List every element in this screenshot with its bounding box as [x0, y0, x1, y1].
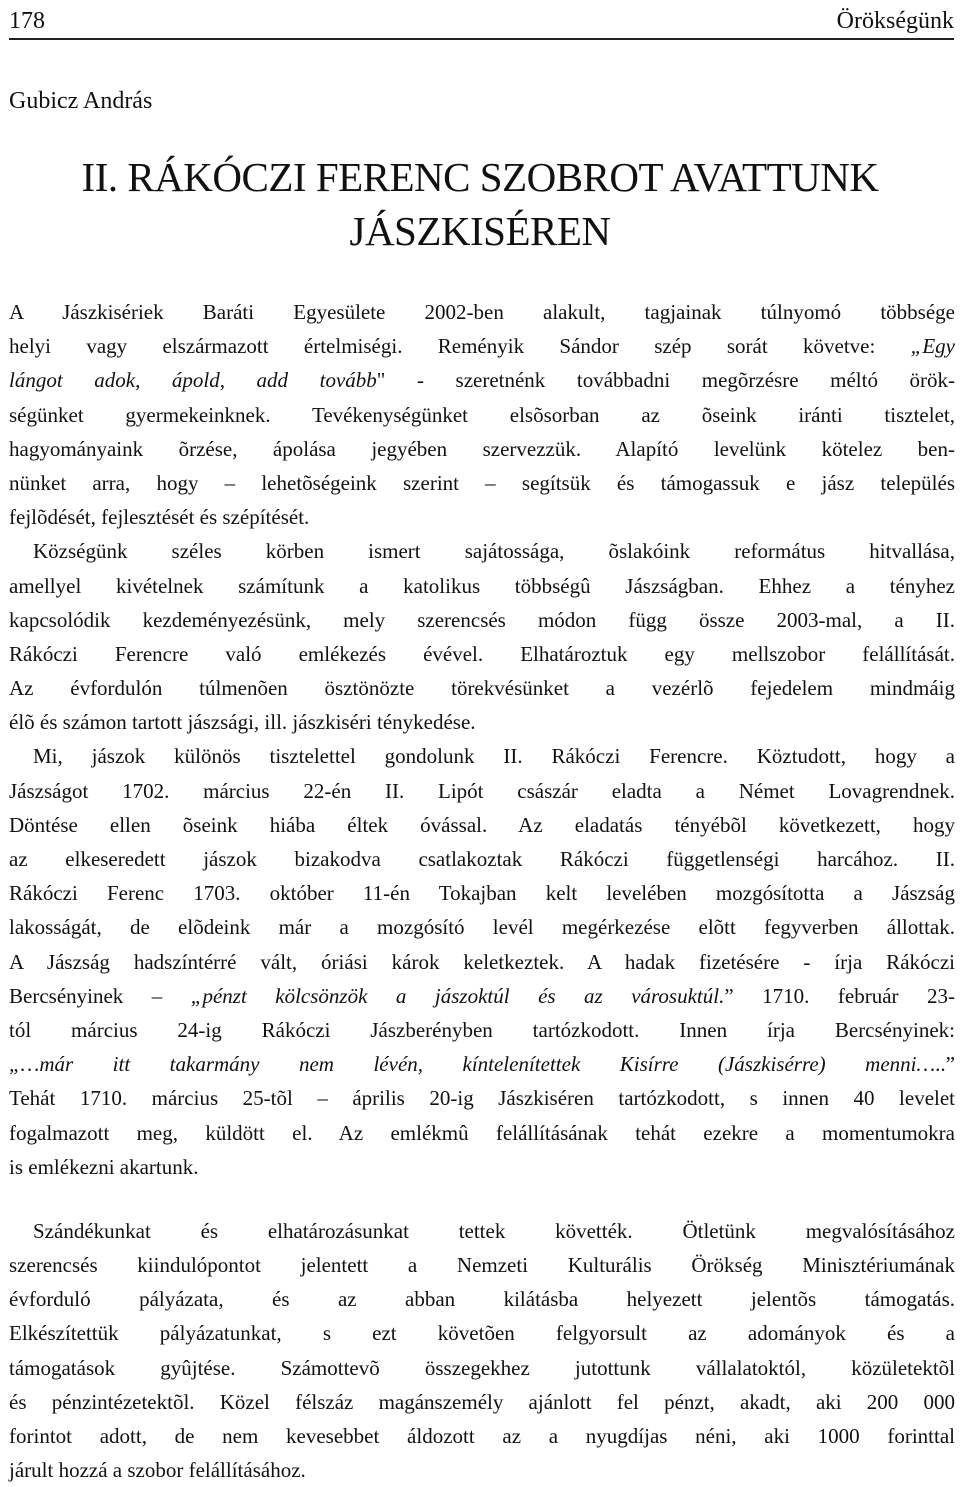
page-number: 178 [9, 8, 45, 34]
paragraph-gap [9, 1184, 955, 1214]
text-line: kapcsolódik kezdeményezésünk, mely szerencsés módon függ össze 2003-mal, a II. [9, 607, 955, 632]
text-line: Döntése ellen õseink hiába éltek óvással. Az eladatás tényébõl következett, hogy [9, 812, 955, 837]
text-line [9, 329, 955, 363]
text-run: ” 1710. február 23- [724, 983, 956, 1008]
text-line: ségünket gyermekeinknek. Tevékenységünket elsõsorban az õseink iránti tisztelet, [9, 402, 955, 427]
text-line: forintot adott, de nem kevesebbet áldozott az a nyugdíjas néni, aki 1000 forinttal [9, 1424, 955, 1448]
quote-run: lángot adok, ápold, add tovább [9, 368, 377, 393]
text-line: járult hozzá a szobor felállításához. [9, 1458, 306, 1483]
text-line: élõ és számon tartott jászsági, ill. jászkiséri ténykedése. [9, 710, 476, 735]
text-line: az elkeseredett jászok bizakodva csatlakoztak Rákóczi függetlenségi harcához. II. [9, 847, 955, 871]
journal-title: Örökségünk [836, 8, 954, 34]
article-title-line-1: II. RÁKÓCZI FERENC SZOBROT AVATTUNK [81, 154, 879, 200]
text-line [9, 363, 955, 397]
text-line: lakosságát, de elõdeink már a mozgósító levél megérkezése elõtt fegyverben állottak. [9, 915, 955, 940]
text-line: Szándékunkat és elhatározásunkat tettek követték. Ötletünk megvalósításához [33, 1218, 955, 1243]
text-line [9, 979, 955, 1013]
text-line: Rákóczi Ferencre való emlékezés évével. Elhatároztuk egy mellszobor felállítását. [9, 641, 955, 666]
text-line: hagyományaink õrzése, ápolása jegyében szervezzük. Alapító levelünk kötelez ben- [9, 436, 955, 461]
text-line: amellyel kivételnek számítunk a katolikus többségû Jászságban. Ehhez a tényhez [9, 573, 955, 598]
text-line: Mi, jászok különös tisztelettel gondolunk II. Rákóczi Ferencre. Köztudott, hogy a [33, 744, 955, 769]
text-run: helyi vagy elszármazott értelmiségi. Reményik Sándor szép sorát követve: [9, 334, 911, 359]
text-line: A Jászkisériek Baráti Egyesülete 2002-ben alakult, tagjainak túlnyomó többsége [9, 300, 955, 324]
quote-run: „…már itt takarmány nem lévén, kíntelenítettek Kisírre (Jászkisérre) menni… [9, 1052, 936, 1077]
text-line: Községünk széles körben ismert sajátossága, õslakóink református hitvallása, [33, 539, 955, 564]
text-line: évforduló pályázata, és az abban kilátásba helyezett jelentõs támogatás. [9, 1287, 955, 1312]
text-line: nünket arra, hogy – lehetõségeink szerint – segítsük és támogassuk e jász település [9, 470, 955, 495]
article-body [9, 295, 955, 1487]
quote-run: „pénzt kölcsönzök a jászoktúl és az városuktúl. [190, 983, 725, 1008]
text-run: " - szeretnénk továbbadni megõrzésre méltó örök- [376, 368, 956, 393]
text-line: Tehát 1710. március 25-tõl – április 20-ig Jászkiséren tartózkodott, s innen 40 levelet [9, 1086, 955, 1111]
text-line: Rákóczi Ferenc 1703. október 11-én Tokajban kelt levelében mozgósította a Jászság [9, 881, 955, 906]
text-line: fejlõdését, fejlesztését és szépítését. [9, 505, 310, 530]
text-run: Bercsényinek – [9, 983, 191, 1008]
article-title [0, 150, 960, 258]
text-line: fogalmazott meg, küldött el. Az emlékmû felállításának tehát ezekre a momentumokra [9, 1120, 955, 1145]
article-title-line-2: JÁSZKISÉREN [349, 208, 611, 254]
text-run: ..” [935, 1052, 955, 1077]
text-line: is emlékezni akartunk. [9, 1154, 199, 1179]
text-line: és pénzintézetektõl. Közel félszáz magánszemély ajánlott fel pénzt, akadt, aki 200 000 [9, 1389, 955, 1414]
text-line: Jászságot 1702. március 22-én II. Lipót császár eladta a Német Lovagrendnek. [9, 778, 955, 803]
text-line: szerencsés kiindulópontot jelentett a Nemzeti Kulturális Örökség Minisztériumának [9, 1253, 955, 1278]
article-author: Gubicz András [9, 88, 153, 114]
running-head [9, 4, 954, 40]
text-line [9, 1047, 955, 1081]
text-line: A Jászság hadszíntérré vált, óriási károk keletkeztek. A hadak fizetésére - írja Rákóczi [9, 949, 955, 974]
text-line: támogatások gyûjtése. Számottevõ összegekhez jutottunk vállalatoktól, közületektõl [9, 1355, 955, 1380]
text-line: Elkészítettük pályázatunkat, s ezt követõen felgyorsult az adományok és a [9, 1321, 955, 1346]
text-line: tól március 24-ig Rákóczi Jászberényben tartózkodott. Innen írja Bercsényinek: [9, 1017, 955, 1042]
text-line: Az évfordulón túlmenõen ösztönözte törekvésünket a vezérlõ fejedelem mindmáig [9, 676, 955, 701]
quote-run: „Egy [910, 334, 955, 359]
